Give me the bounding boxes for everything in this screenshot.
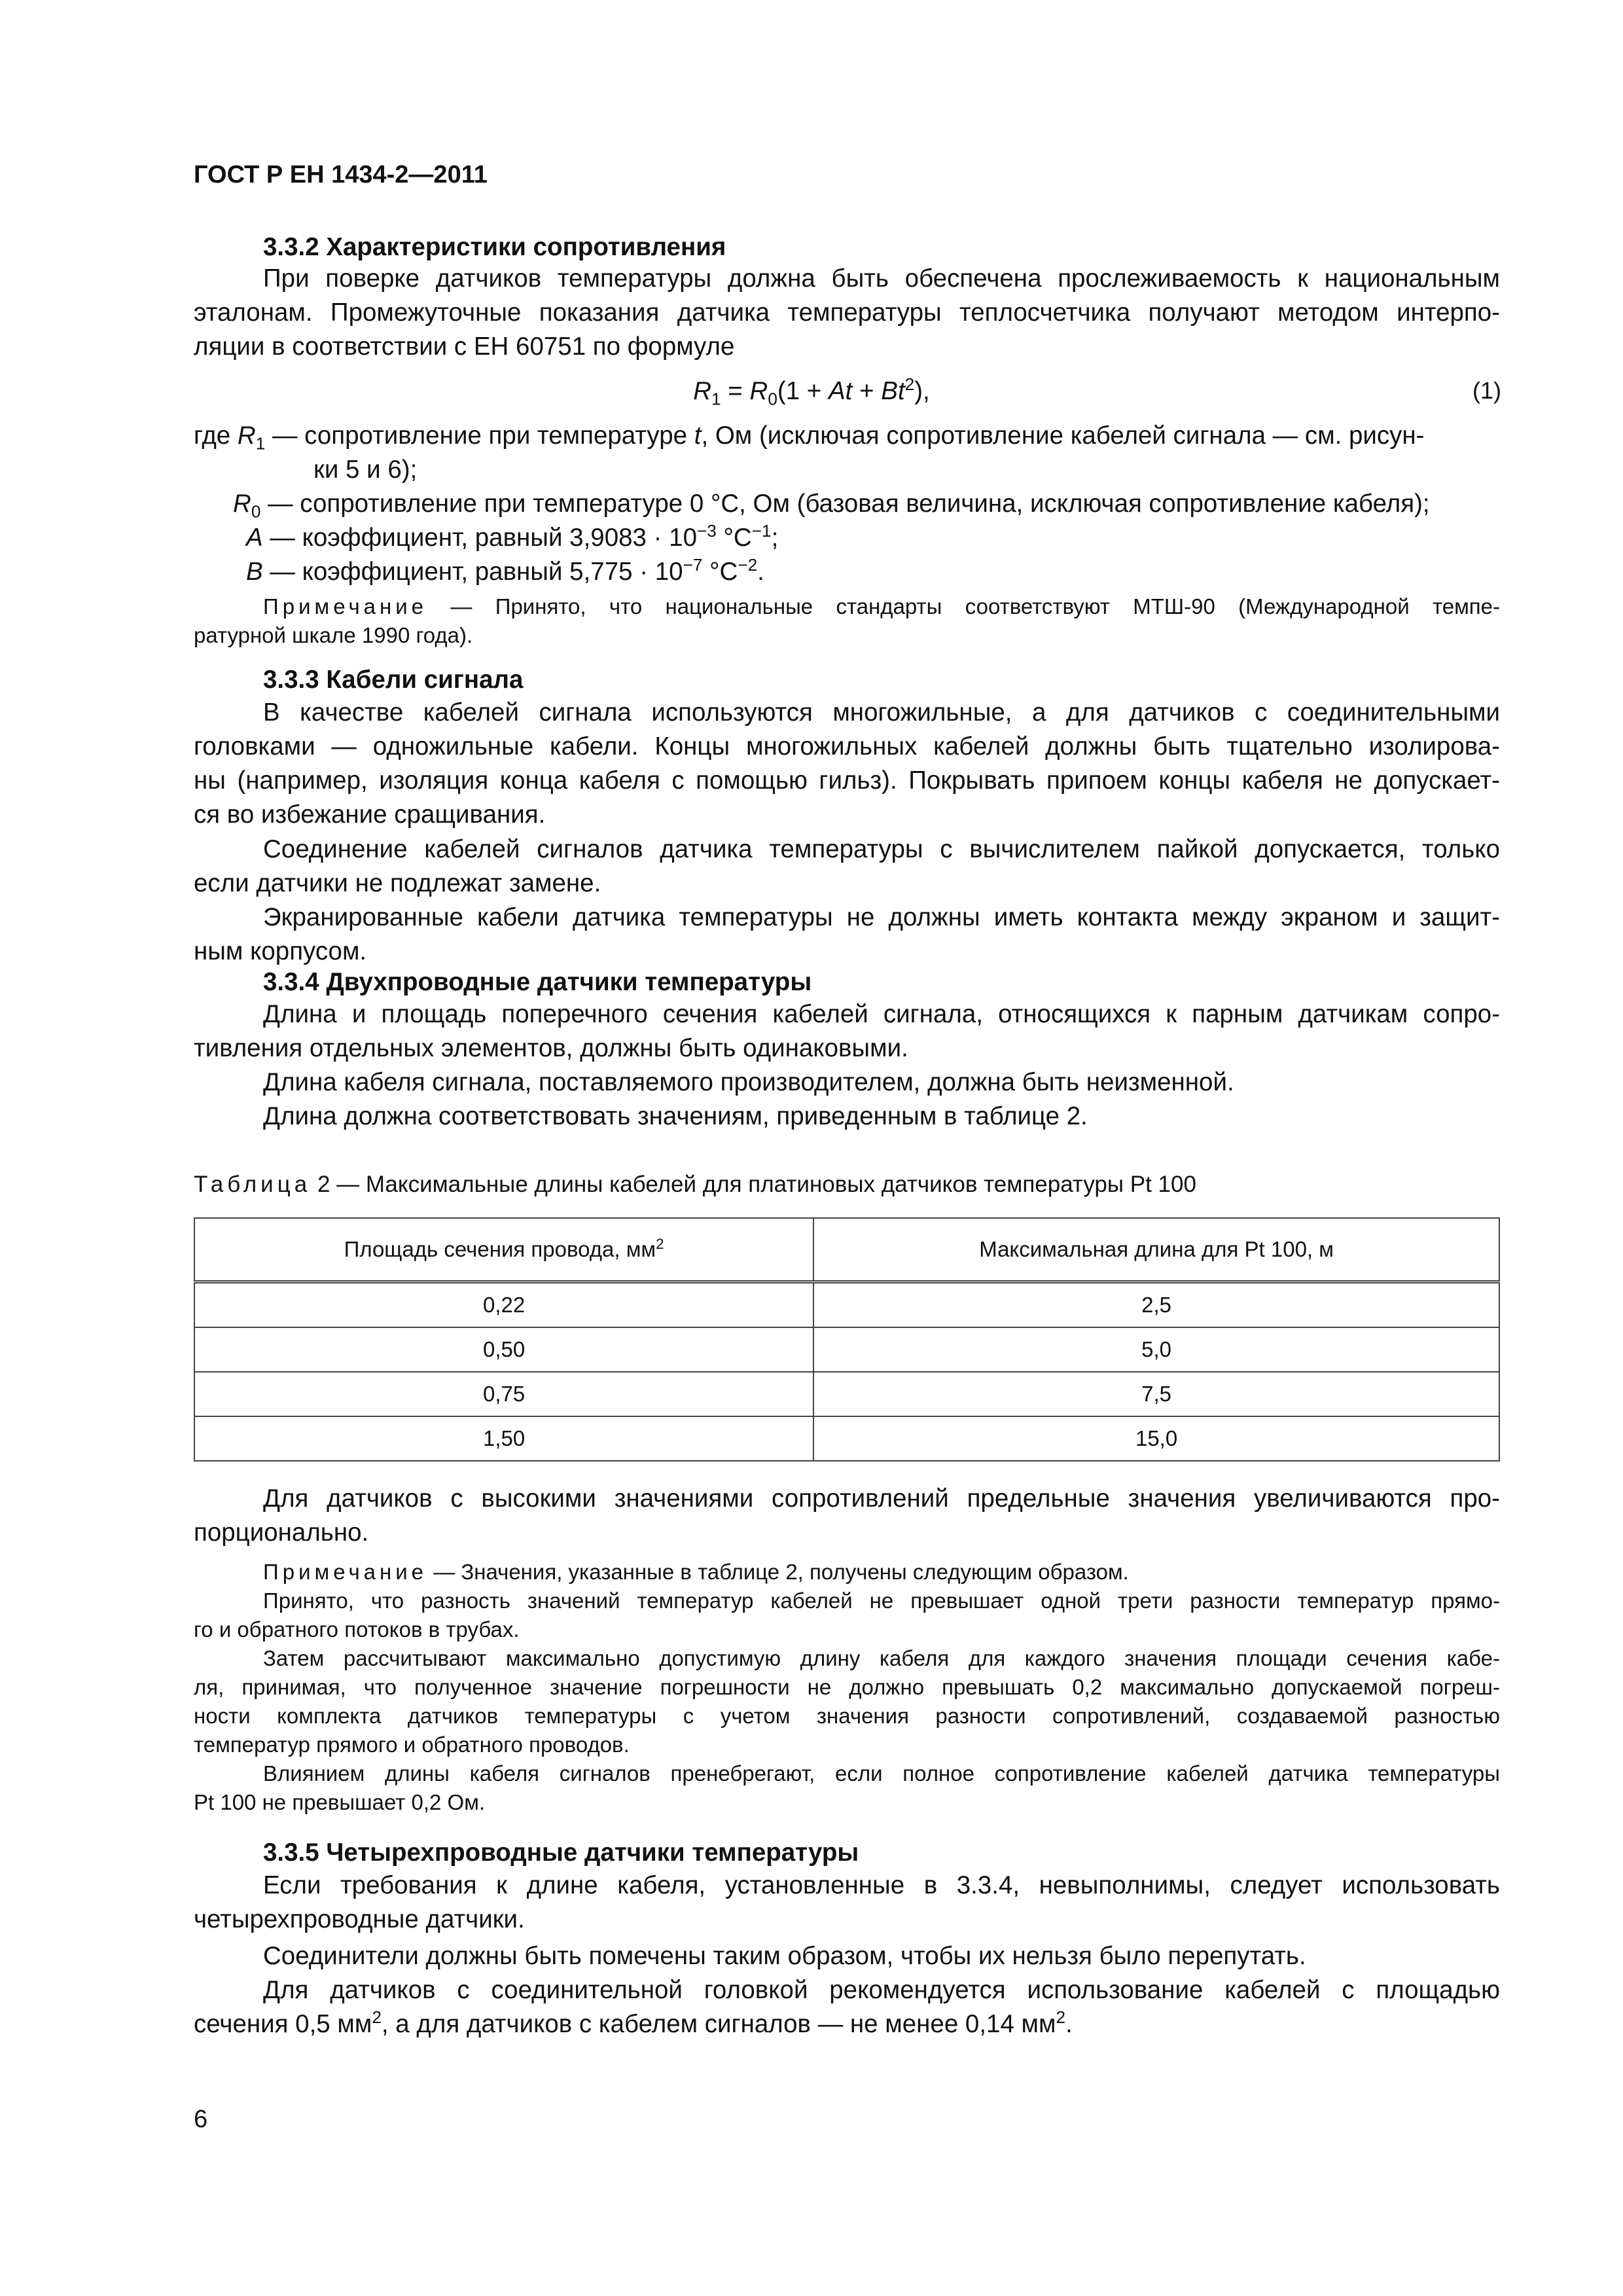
paragraph-3-3-4-2: Длина кабеля сигнала, поставляемого производителем, должна быть неизменной. — [263, 1068, 1234, 1096]
table-row: 0,75 7,5 — [194, 1372, 1499, 1416]
page-number: 6 — [194, 2106, 208, 2133]
definition-r1-continued: ки 5 и 6); — [313, 456, 418, 484]
table-caption: Таблица 2 — Максимальные длины кабелей для платиновых датчиков температуры Pt 100 — [194, 1172, 1196, 1197]
note-3-3-2: Примечание — Принято, что национальные стандарты соответствуют МТШ-90 (Международной темпе- ратурной шкале 1990 года). — [194, 594, 1501, 647]
section-heading-3-3-4: 3.3.4 Двухпроводные датчики температуры — [263, 968, 812, 996]
table-row: 0,22 2,5 — [194, 1282, 1499, 1328]
table-row: 0,50 5,0 — [194, 1327, 1499, 1372]
paragraph-3-3-4-3: Длина должна соответствовать значениям, приведенным в таблице 2. — [263, 1102, 1088, 1130]
document-header: ГОСТ Р ЕН 1434-2—2011 — [194, 161, 488, 188]
table-row: 1,50 15,0 — [194, 1416, 1499, 1461]
paragraph-3-3-5-1: Если требования к длине кабеля, установленные в 3.3.4, невыполнимы, следует использовать четырехпроводные датчики. — [194, 1871, 1500, 1933]
section-heading-3-3-5: 3.3.5 Четырехпроводные датчики температуры — [263, 1839, 859, 1867]
paragraph-3-3-3-3: Экранированные кабели датчика температуры не должны иметь контакта между экраном и защит- ным корпусом. — [194, 903, 1500, 965]
paragraph-3-3-5-2: Соединители должны быть помечены таким образом, чтобы их нельзя было перепутать. — [263, 1942, 1306, 1970]
paragraph-3-3-3-2: Соединение кабелей сигналов датчика температуры с вычислителем пайкой допускается, только если датчики не подлежат замене. — [194, 835, 1500, 897]
section-heading-3-3-3: 3.3.3 Кабели сигнала — [263, 666, 524, 694]
formula-1: $R_1 = R_0(1 + At + Bt^2)$, — [693, 374, 930, 409]
formula-number: (1) — [1472, 377, 1501, 404]
cable-length-table — [194, 1217, 1500, 1462]
note-table-2: Примечание — Значения, указанные в таблице 2, получены следующим образом. Принято, что разность значений температур кабелей не превышает одной трети разности температур прямо- го и обратного потоков в трубах. Затем рассчитывают максимально допустимую длину кабеля для каждого значения площади сечения кабе- ля, принимая, что полученное значение погрешности не должно превышать 0,2 максимально допускаемой погреш- ности комплекта датчиков температуры с учетом значения разности сопротивлений, создаваемой разностью температур прямого и обратного проводов. Влиянием длины кабеля сигналов пренебрегают, если полное сопротивление кабелей датчика температуры Pt 100 не превышает 0,2 Ом. — [194, 1560, 1500, 1814]
table-header-area: Площадь сечения провода, $мм^2$ — [194, 1218, 813, 1282]
paragraph-3-3-3-1: В качестве кабелей сигнала используются многожильные, а для датчиков с соединительными головками — одножильные кабели. Концы многожильных кабелей должны быть тщательно изолирова- ны (например, изоляция конца кабеля с помощью гильз). Покрывать припоем концы кабеля не допускает- ся во избежание сращивания. — [194, 698, 1500, 829]
note-label: Примечание — [263, 594, 428, 619]
definition-r0: $R_0$ — сопротивление при температуре 0 °С, Ом (базовая величина, исключая сопротивление кабеля); — [233, 490, 1430, 522]
definition-b: B — коэффициент, равный $5,775 \cdot 10^{-7}$ $^\circ С^{-2}$. — [246, 555, 764, 586]
section-heading-3-3-2: 3.3.2 Характеристики сопротивления — [263, 233, 726, 261]
paragraph-3-3-2-intro: При поверке датчиков температуры должна быть обеспечена прослеживаемость к национальным эталонам. Промежуточные показания датчика температуры теплосчетчика получают методом интерпо- ляции в соответствии с ЕН 60751 по формуле — [194, 264, 1500, 361]
paragraph-3-3-5-3: Для датчиков с соединительной головкой рекомендуется использование кабелей с площадью сечения 0,5 $мм^2$, а для датчиков с кабелем сигналов — не менее 0,14 $мм^2$. — [194, 1976, 1500, 2038]
formula-definitions — [194, 419, 1503, 589]
note-label: Примечание — [263, 1560, 428, 1584]
table-header-length: Максимальная длина для Pt 100, м — [813, 1218, 1499, 1282]
definition-r1: где $R_1$ — сопротивление при температуре t, Ом (исключая сопротивление кабелей сигнала — см. рисун- — [194, 422, 1425, 454]
paragraph-3-3-4-1: Длина и площадь поперечного сечения кабелей сигнала, относящихся к парным датчикам сопро- тивления отдельных элементов, должны быть одинаковыми. — [194, 1000, 1500, 1062]
definition-a: A — коэффициент, равный $3,9083 \cdot 10^{-3}$ $^\circ С^{-1}$; — [246, 521, 779, 552]
paragraph-after-table: Для датчиков с высокими значениями сопротивлений предельные значения увеличиваются про- порционально. — [194, 1484, 1500, 1547]
